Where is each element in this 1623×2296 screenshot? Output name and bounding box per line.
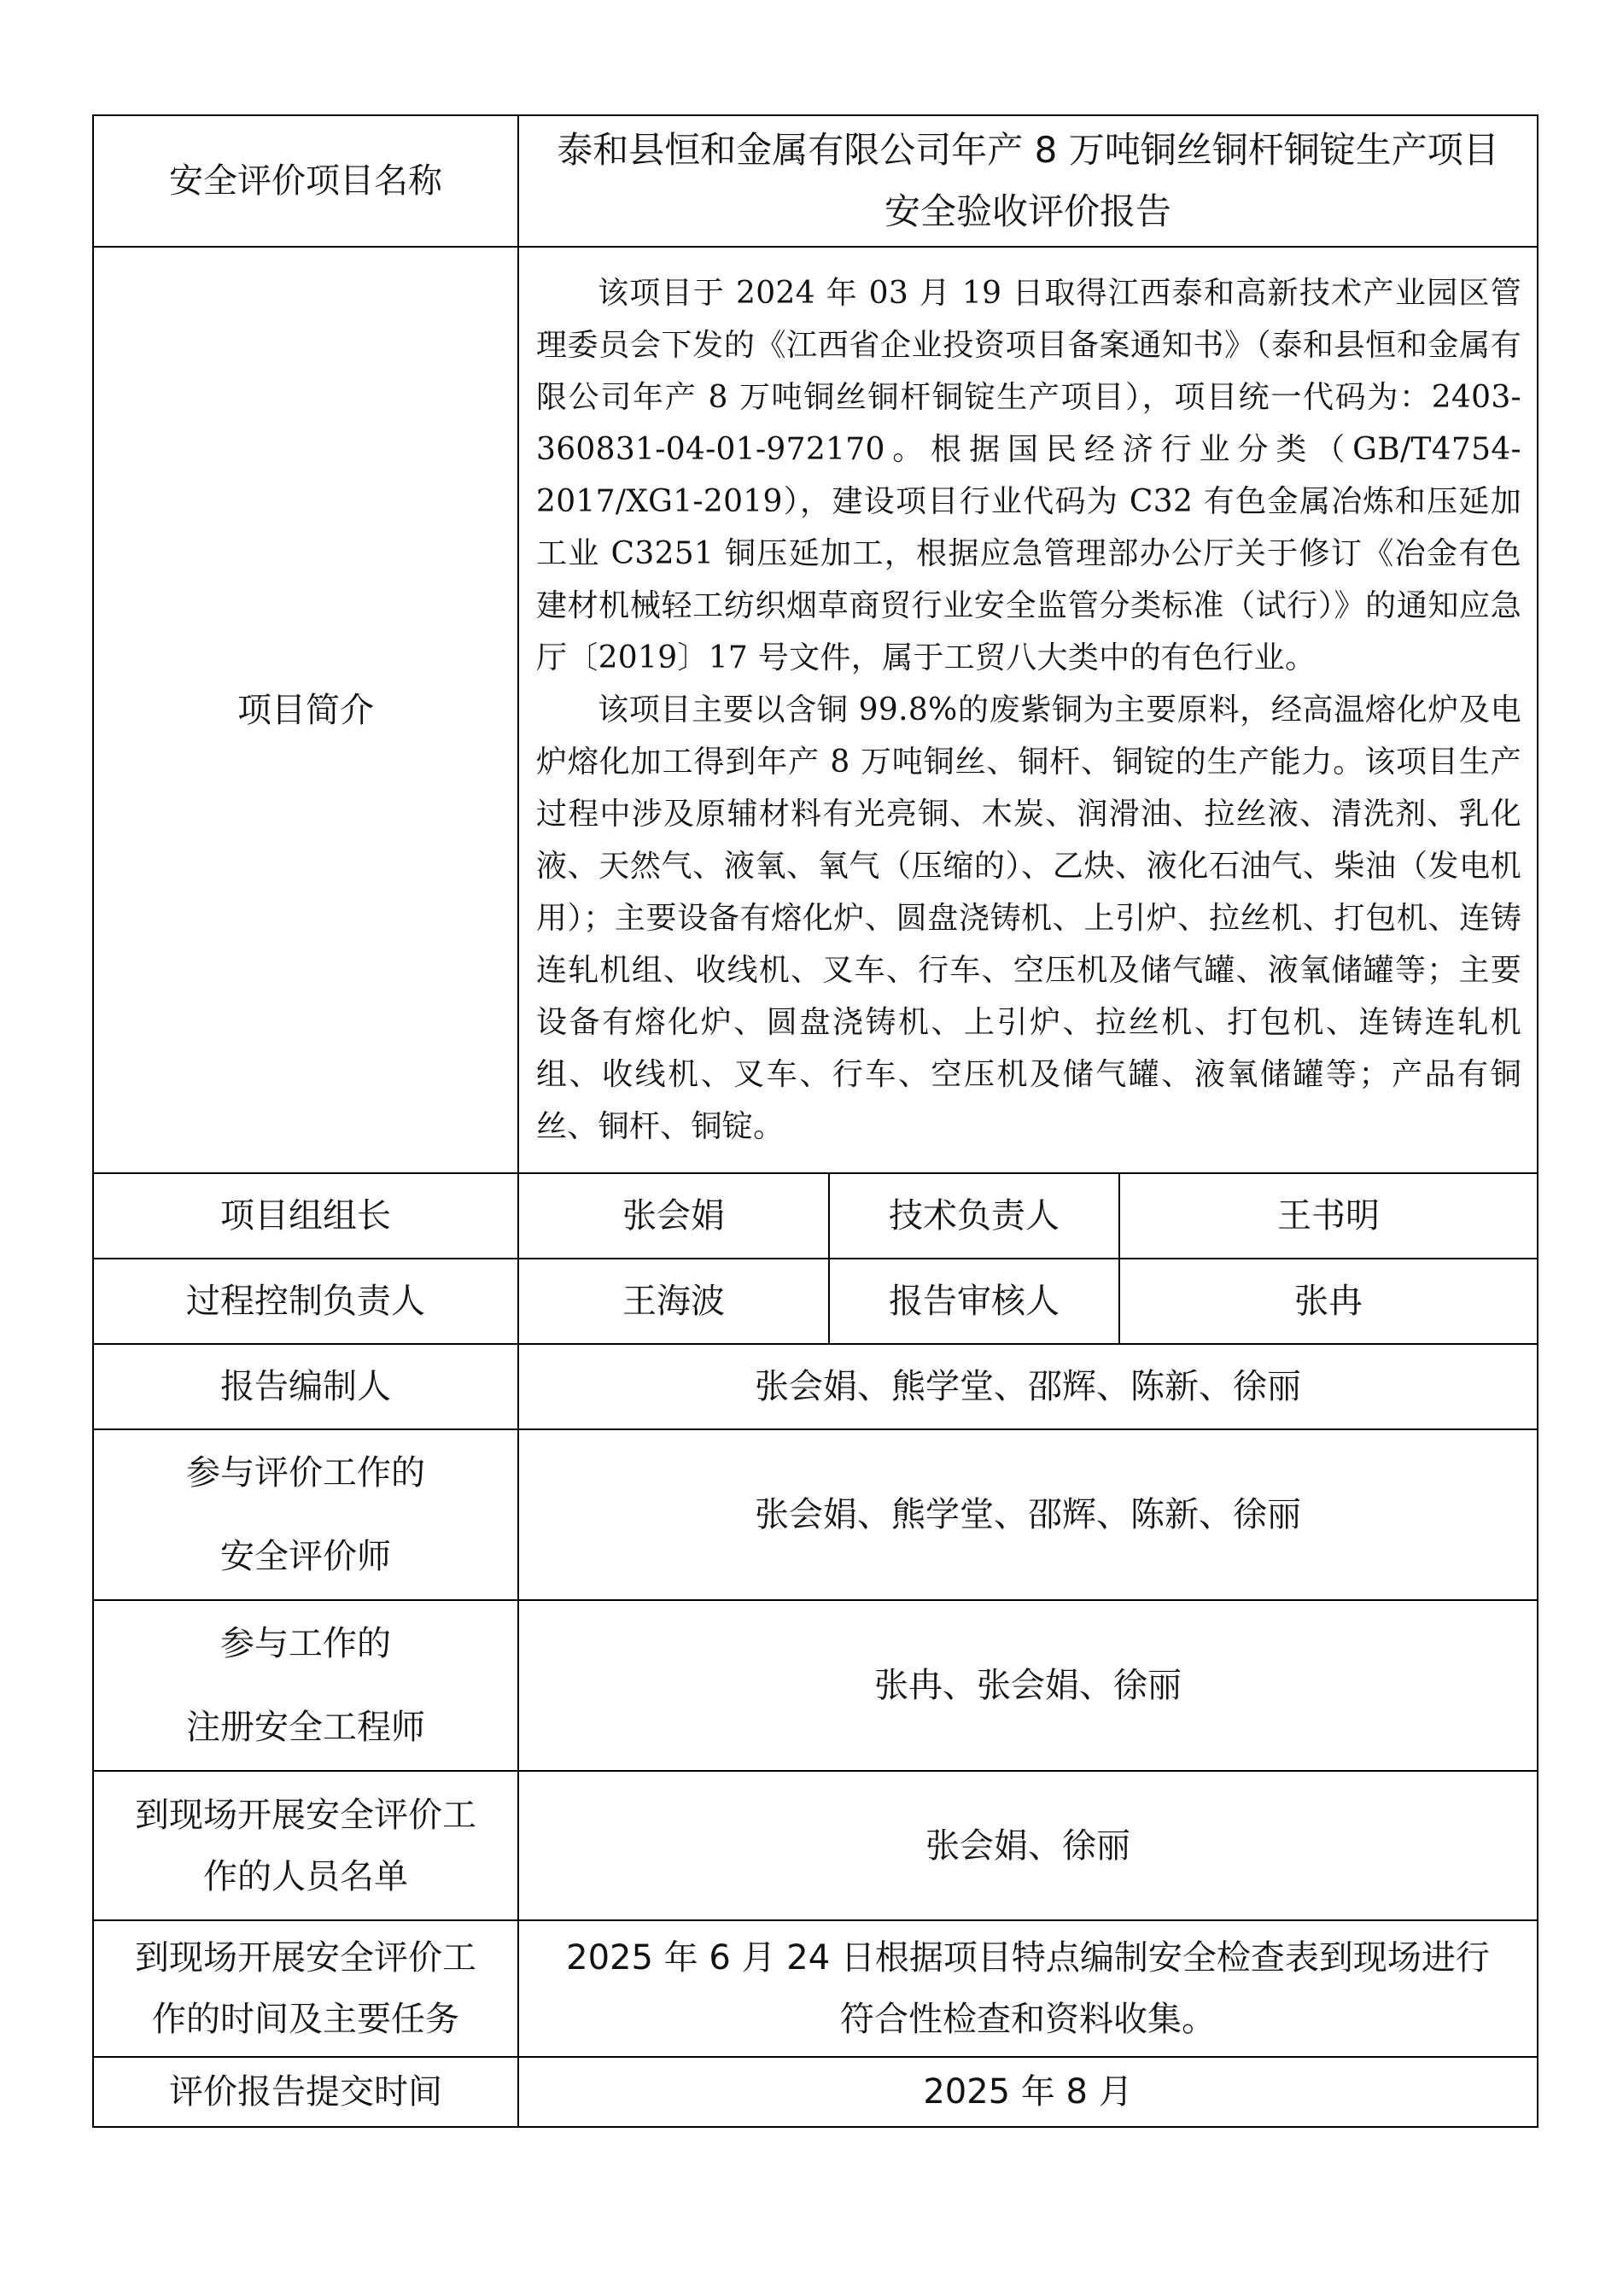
row-compilers bbox=[93, 1344, 1538, 1429]
intro-paragraph-1: 该项目于 2024 年 03 月 19 日取得江西泰和高新技术产业园区管理委员会下发的《江西省企业投资项目备案通知书》（泰和县恒和金属有限公司年产 8 万吨铜丝铜杆铜锭生产项目），项目统一代码为：2403-360831-04-01-972170。根据国民经济行业分类（GB/T4754-2017/XG1-2019），建设项目行业代码为 C32 有色金属冶炼和压延加工业 C3251 铜压延加工，根据应急管理部办公厅关于修订《冶金有色建材机械轻工纺织烟草商贸行业安全监管分类标准（试行）》的通知应急厅〔2019〕17 号文件，属于工贸八大类中的有色行业。 bbox=[536, 276, 1522, 675]
report-info-table bbox=[92, 114, 1538, 2128]
row-process-control bbox=[93, 1259, 1538, 1344]
engineers-label bbox=[93, 1600, 518, 1771]
project-name-line2: 安全验收评价报告 bbox=[884, 190, 1172, 232]
project-name-line1: 泰和县恒和金属有限公司年产 8 万吨铜丝铜杆铜锭生产项目 bbox=[557, 129, 1499, 171]
intro-paragraph-2: 该项目主要以含铜 99.8%的废紫铜为主要原料，经高温熔化炉及电炉熔化加工得到年产 8 万吨铜丝、铜杆、铜锭的生产能力。该项目生产过程中涉及原辅材料有光亮铜、木炭、润滑油、拉丝液、清洗剂、乳化液、天然气、液氧、氧气（压缩的）、乙炔、液化石油气、柴油（发电机用）；主要设备有熔化炉、圆盘浇铸机、上引炉、拉丝机、打包机、连铸连轧机组、收线机、叉车、行车、空压机及储气罐、液氧储罐等；主要设备有熔化炉、圆盘浇铸机、上引炉、拉丝机、打包机、连铸连轧机组、收线机、叉车、行车、空压机及储气罐、液氧储罐等；产品有铜丝、铜杆、铜锭。 bbox=[536, 692, 1522, 1144]
engineers-label-line1: 参与工作的 bbox=[220, 1624, 391, 1663]
assessors-label-line2: 安全评价师 bbox=[220, 1537, 391, 1576]
onsite-staff-label-line2: 作的人员名单 bbox=[203, 1856, 408, 1896]
tech-lead-value: 王书明 bbox=[1119, 1173, 1538, 1259]
row-intro bbox=[93, 247, 1538, 1173]
compilers-label: 报告编制人 bbox=[93, 1344, 518, 1429]
onsite-staff-value: 张会娟、徐丽 bbox=[518, 1771, 1538, 1920]
tech-lead-label: 技术负责人 bbox=[829, 1173, 1119, 1259]
reviewer-value: 张冉 bbox=[1119, 1259, 1538, 1344]
process-control-value: 王海波 bbox=[518, 1259, 829, 1344]
project-name-label: 安全评价项目名称 bbox=[93, 115, 518, 247]
submit-time-value: 2025 年 8 月 bbox=[518, 2057, 1538, 2127]
assessors-label bbox=[93, 1429, 518, 1600]
row-onsite-staff bbox=[93, 1771, 1538, 1920]
submit-time-label: 评价报告提交时间 bbox=[93, 2057, 518, 2127]
compilers-value: 张会娟、熊学堂、邵辉、陈新、徐丽 bbox=[518, 1344, 1538, 1429]
row-assessors bbox=[93, 1429, 1538, 1600]
row-leader bbox=[93, 1173, 1538, 1259]
onsite-time-value-line1: 2025 年 6 月 24 日根据项目特点编制安全检查表到现场进行 bbox=[566, 1938, 1490, 1978]
assessors-value: 张会娟、熊学堂、邵辉、陈新、徐丽 bbox=[518, 1429, 1538, 1600]
project-name-value bbox=[518, 115, 1538, 247]
process-control-label: 过程控制负责人 bbox=[93, 1259, 518, 1344]
engineers-value: 张冉、张会娟、徐丽 bbox=[518, 1600, 1538, 1771]
onsite-staff-label bbox=[93, 1771, 518, 1920]
reviewer-label: 报告审核人 bbox=[829, 1259, 1119, 1344]
assessors-label-line1: 参与评价工作的 bbox=[186, 1453, 425, 1493]
row-submit-time bbox=[93, 2057, 1538, 2127]
row-onsite-time bbox=[93, 1920, 1538, 2057]
engineers-label-line2: 注册安全工程师 bbox=[186, 1708, 425, 1747]
onsite-time-value bbox=[518, 1920, 1538, 2057]
team-leader-label: 项目组组长 bbox=[93, 1173, 518, 1259]
onsite-time-label bbox=[93, 1920, 518, 2057]
row-project-name bbox=[93, 115, 1538, 247]
intro-text bbox=[518, 247, 1538, 1173]
onsite-time-value-line2: 符合性检查和资料收集。 bbox=[840, 2000, 1217, 2039]
intro-label: 项目简介 bbox=[93, 247, 518, 1173]
row-engineers bbox=[93, 1600, 1538, 1771]
onsite-time-label-line2: 作的时间及主要任务 bbox=[152, 2000, 459, 2039]
onsite-time-label-line1: 到现场开展安全评价工 bbox=[135, 1938, 476, 1978]
onsite-staff-label-line1: 到现场开展安全评价工 bbox=[135, 1795, 476, 1835]
team-leader-value: 张会娟 bbox=[518, 1173, 829, 1259]
